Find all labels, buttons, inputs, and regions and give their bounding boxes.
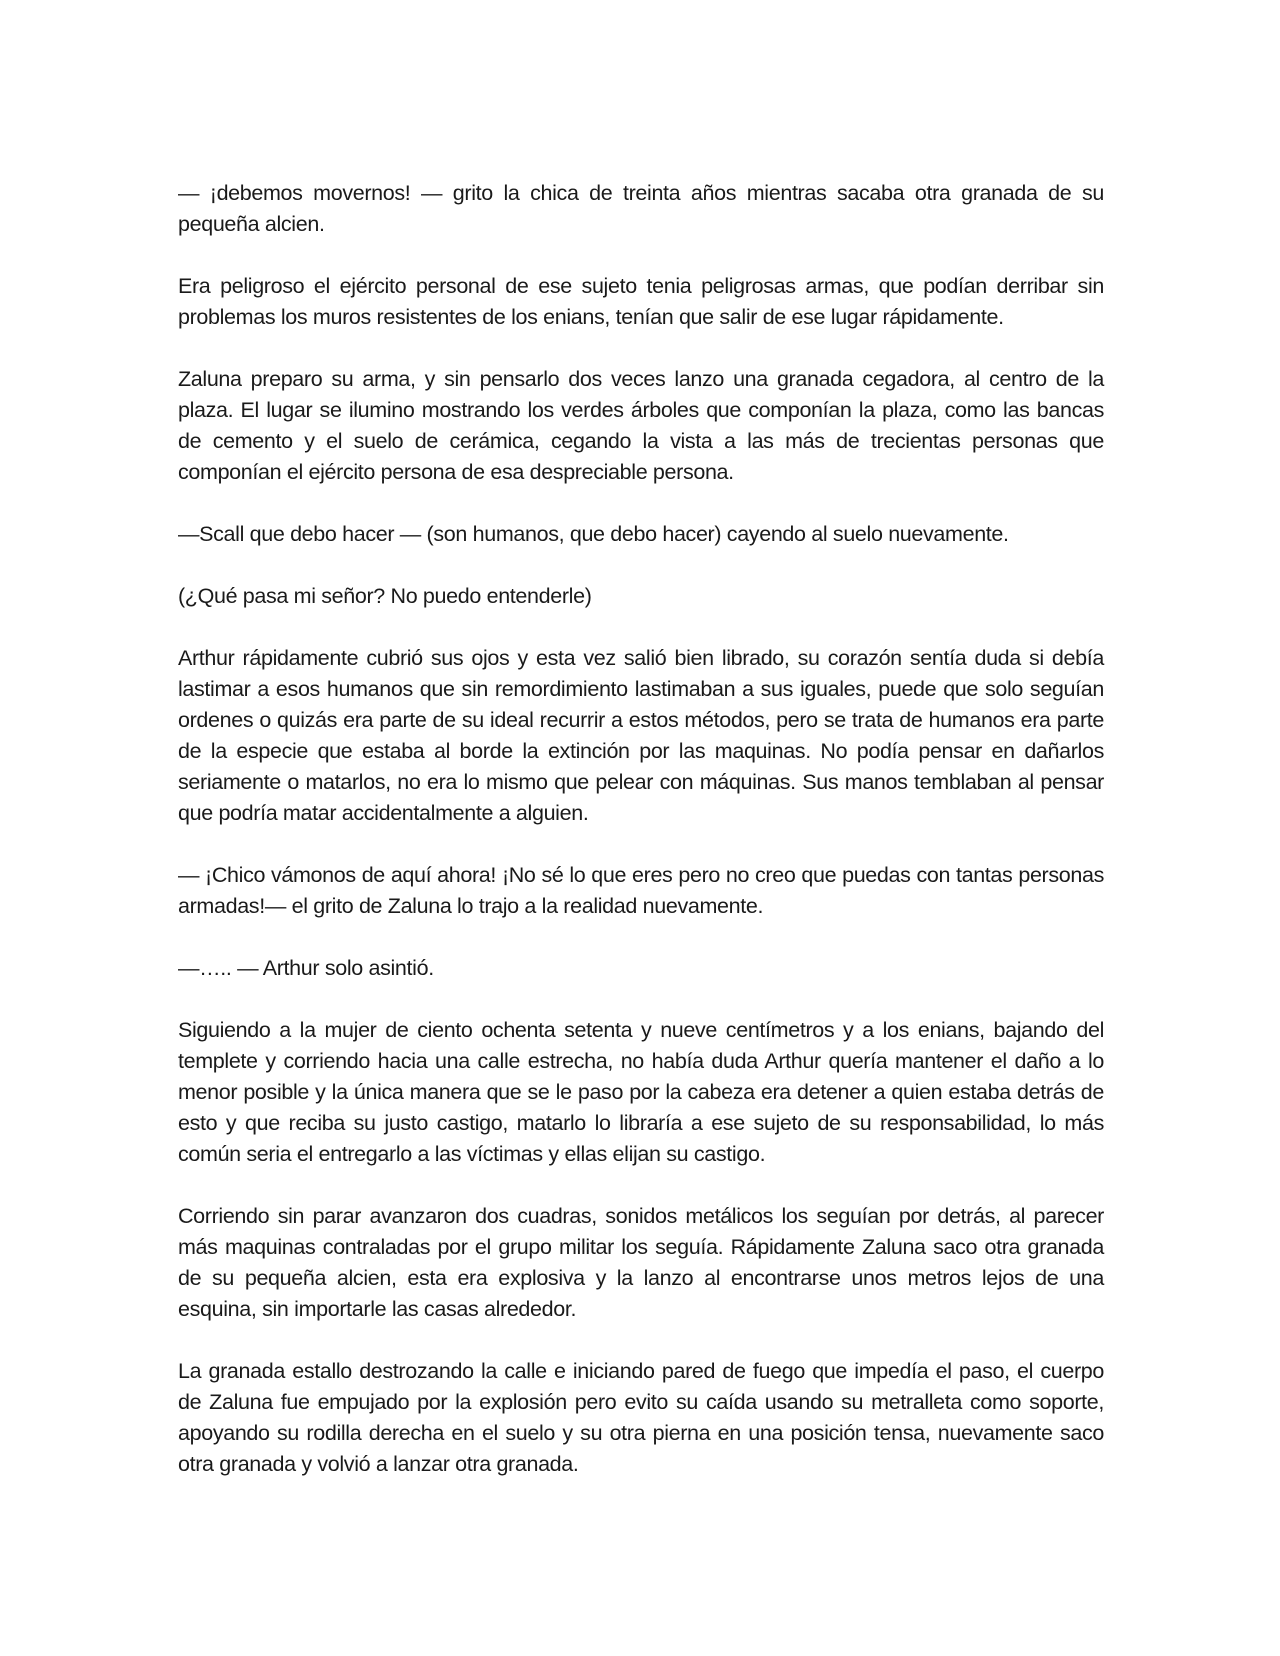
paragraph-9: Siguiendo a la mujer de ciento ochenta setenta y nueve centímetros y a los enians, bajando del templete y corriendo hacia una calle estrecha, no había duda Arthur quería mantener el daño a lo menor posible y la única manera que se le paso por la cabeza era detener a quien estaba detrás de esto y que reciba su justo castigo, matarlo lo libraría a ese sujeto de su responsabilidad, lo más común seria el entregarlo a las víctimas y ellas elijan su castigo. bbox=[178, 1018, 1104, 1166]
paragraph-5: (¿Qué pasa mi señor? No puedo entenderle) bbox=[178, 584, 592, 608]
paragraph-4: —Scall que debo hacer — (son humanos, que debo hacer) cayendo al suelo nuevamente. bbox=[178, 522, 1009, 546]
paragraph-8: —….. — Arthur solo asintió. bbox=[178, 956, 434, 980]
paragraph-10: Corriendo sin parar avanzaron dos cuadras, sonidos metálicos los seguían por detrás, al parecer más maquinas contraladas por el grupo militar los seguía. Rápidamente Zaluna saco otra granada de su pequeña alcien, esta era explosiva y la lanzo al encontrarse unos metros lejos de una esquina, sin importarle las casas alrededor. bbox=[178, 1204, 1104, 1321]
document-body bbox=[178, 178, 1104, 1511]
paragraph-11: La granada estallo destrozando la calle e iniciando pared de fuego que impedía el paso, el cuerpo de Zaluna fue empujado por la explosión pero evito su caída usando su metralleta como soporte, apoyando su rodilla derecha en el suelo y su otra pierna en una posición tensa, nuevamente saco otra granada y volvió a lanzar otra granada. bbox=[178, 1359, 1104, 1476]
paragraph-3: Zaluna preparo su arma, y sin pensarlo dos veces lanzo una granada cegadora, al centro de la plaza. El lugar se ilumino mostrando los verdes árboles que componían la plaza, como las bancas de cemento y el suelo de cerámica, cegando la vista a las más de trecientas personas que componían el ejército persona de esa despreciable persona. bbox=[178, 367, 1104, 484]
paragraph-1: — ¡debemos movernos! — grito la chica de treinta años mientras sacaba otra granada de su pequeña alcien. bbox=[178, 181, 1104, 236]
paragraph-7: — ¡Chico vámonos de aquí ahora! ¡No sé lo que eres pero no creo que puedas con tantas personas armadas!— el grito de Zaluna lo trajo a la realidad nuevamente. bbox=[178, 863, 1104, 918]
paragraph-6: Arthur rápidamente cubrió sus ojos y esta vez salió bien librado, su corazón sentía duda si debía lastimar a esos humanos que sin remordimiento lastimaban a sus iguales, puede que solo seguían ordenes o quizás era parte de su ideal recurrir a estos métodos, pero se trata de humanos era parte de la especie que estaba al borde la extinción por las maquinas. No podía pensar en dañarlos seriamente o matarlos, no era lo mismo que pelear con máquinas. Sus manos temblaban al pensar que podría matar accidentalmente a alguien. bbox=[178, 646, 1104, 825]
paragraph-2: Era peligroso el ejército personal de ese sujeto tenia peligrosas armas, que podían derribar sin problemas los muros resistentes de los enians, tenían que salir de ese lugar rápidamente. bbox=[178, 274, 1104, 329]
